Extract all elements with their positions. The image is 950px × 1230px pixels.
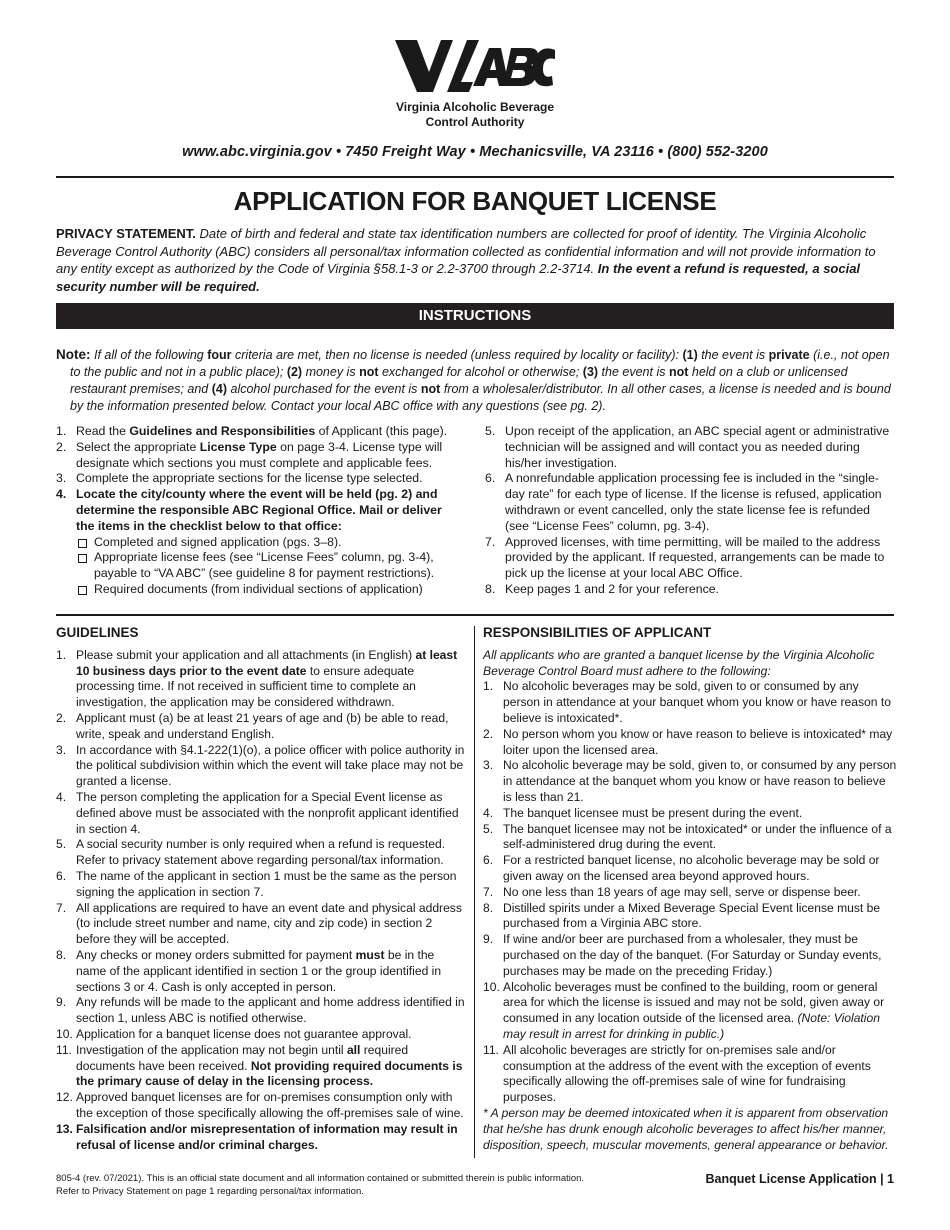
responsibility-item: 4. The banquet licensee must be present during the event. [483,805,803,820]
instructions-left [56,424,460,598]
note-paragraph: Note: If all of the following four criteria are met, then no license is needed (unless required by locality or facility): (1) the event is private (i.e., not open to the public and not in a public place); (2) money is not exchanged for alcohol or otherwise; (3) the event is not held on a club or unlicensed restaurant premises; and (4) alcohol purchased for the event is not from a wholesaler/distributor. In all other cases, a license is needed and is bound by the information presented below. Contact your local ABC office with any questions (see pg. 2). [56,347,891,413]
guideline-item: 3. In accordance with §4.1-222(1)(o), a police officer with police authority in the political subdivision within which the event will take place may not be granted a license. [56,742,465,789]
checkbox-icon[interactable] [78,554,87,563]
checkbox-icon[interactable] [78,539,87,548]
responsibility-item: 1. No alcoholic beverages may be sold, given to or consumed by any person in attendance at your banquet whom you know or have reason to believe is intoxicated*. [483,679,891,725]
responsibility-item: 3. No alcoholic beverage may be sold, given to, or consumed by any person in attendance at the banquet whom you know or have reason to believe is less than 21. [483,758,897,804]
instruction-item: 2. Select the appropriate License Type on page 3-4. License type will designate which sections you must complete and applicable fees. [56,439,443,470]
responsibility-item: 9. If wine and/or beer are purchased from a wholesaler, they must be purchased on the day of the banquet. (For Saturday or Sunday events, purchases may be made on the preceding Friday.) [483,932,882,978]
guideline-item: 4. The person completing the application for a Special Event license as defined above must be associated with the nonprofit applicant identified in section 4. [56,789,459,836]
instruction-item: 8. Keep pages 1 and 2 for your reference. [485,581,719,596]
checklist-item[interactable]: Appropriate license fees (see “License Fees” column, pg. 3-4), payable to “VA ABC” (see guideline 8 for payment restrictions). [76,550,460,582]
responsibility-item: 11. All alcoholic beverages are strictly for on-premises sale and/or consumption at the address of the event with the exception of events specifically allowing the off-premises sale of wine for fundraising purposes. [483,1042,871,1105]
guideline-item: 11. Investigation of the application may not begin until all required documents have been received. Not providing required documents is the primary cause of delay in the licensing process. [56,1042,463,1089]
instruction-item: 1. Read the Guidelines and Responsibilities of Applicant (this page). [56,424,448,438]
intoxication-footnote: * A person may be deemed intoxicated when it is apparent from observation that he/she has drunk enough alcoholic beverages to affect his/her manner, disposition, speech, muscular movements, general appearance or behavior. [483,1105,889,1152]
checklist-item[interactable]: Required documents (from individual sections of application) [76,582,460,598]
guideline-item: 1. Please submit your application and all attachments (in English) at least 10 business days prior to the event date to ensure adequate processing time. If not received in sufficient time to complete an investigation, the application may be considered withdrawn. [56,647,458,710]
org-name: Virginia Alcoholic Beverage Control Authority [395,100,555,129]
guideline-item: 6. The name of the applicant in section 1 must be the same as the person signing the application in section 7. [56,868,457,899]
checklist-item[interactable]: Completed and signed application (pgs. 3–8). [76,535,460,551]
responsibilities-intro: All applicants who are granted a banquet license by the Virginia Alcoholic Beverage Control Board must adhere to the following: [483,647,875,678]
header-divider [56,176,894,178]
contact-line: www.abc.virginia.gov • 7450 Freight Way • Mechanicsville, VA 23116 • (800) 552-3200 [182,144,768,160]
responsibility-item: 7. No one less than 18 years of age may sell, serve or dispense beer. [483,884,861,899]
responsibility-item: 10. Alcoholic beverages must be confined to the building, room or general area for which the license is issued and may not be sold, given away or consumed in any location outside of the licensed area. (Note: Violation may result in arrest for drinking in public.) [483,979,885,1041]
section-divider [56,614,894,616]
privacy-statement: PRIVACY STATEMENT. Date of birth and federal and state tax identification numbers are collected for proof of identity. The Virginia Alcoholic Beverage Control Authority (ABC) considers all personal/tax information collected as confidential information and will not provide information to any entity except as authorized by the Code of Virginia §58.1-3 or 2.2-3700 through 2.2-3714. In the event a refund is requested, a social security number will be required. [56,226,876,294]
guideline-item: 5. A social security number is only required when a refund is requested. Refer to privacy statement above regarding personal/tax information. [56,837,446,868]
instructions-banner: INSTRUCTIONS [56,303,894,329]
guideline-item: 2. Applicant must (a) be at least 21 years of age and (b) be able to read, write, speak and understand English. [56,710,449,741]
responsibility-item: 2. No person whom you know or have reason to believe is intoxicated* may loiter upon the licensed area. [483,726,893,757]
instruction-item: 7. Approved licenses, with time permitting, will be mailed to the address provided by the applicant. If requested, arrangements can be made to pick up the license at your local ABC Office. [485,534,885,581]
instruction-item: 5. Upon receipt of the application, an ABC special agent or administrative technician will be assigned and will contact you as needed during his/her investigation. [485,424,890,470]
guideline-item: 13. Falsification and/or misrepresentation of information may result in refusal of license and/or criminal charges. [56,1121,458,1152]
instruction-item: 6. A nonrefundable application processing fee is included in the “single-day rate” for each type of license. If the license is refused, application withdrawn or event cancelled, only the state license fee is refunded (see “License Fees” column, pg. 3-4). [485,471,882,533]
responsibility-item: 8. Distilled spirits under a Mixed Beverage Special Event license must be purchased from a Virginia ABC store. [483,900,881,931]
guideline-item: 9. Any refunds will be made to the applicant and home address identified in section 1, unless ABC is notified otherwise. [56,995,465,1026]
page-header [0,38,950,160]
guideline-item: 7. All applications are required to have an event date and physical address (to include street number and name, city and zip code) in section 2 before they will be accepted. [56,900,462,947]
va-abc-logo [395,38,555,94]
responsibilities-heading: RESPONSIBILITIES OF APPLICANT [483,625,712,640]
column-divider [474,626,475,1158]
guidelines-section [56,625,466,1153]
footer-legal: 805-4 (rev. 07/2021). This is an official state document and all information contained or submitted therein is public information. Refer to Privacy Statement on page 1 regarding personal/tax information. [56,1173,585,1197]
guideline-item: 8. Any checks or money orders submitted for payment must be in the name of the applicant identified in section 1 or the group identified in sections 3 or 4. Cash is only accepted in person. [56,947,442,994]
guideline-item: 12. Approved banquet licenses are for on-premises consumption only with the exception of those specifically allowing the off-premises sale of wine. [56,1090,464,1120]
checkbox-icon[interactable] [78,586,87,595]
instructions-right [485,424,897,598]
responsibilities-section [483,625,897,1153]
guideline-item: 10. Application for a banquet license does not guarantee approval. [56,1026,412,1041]
instruction-item: 3. Complete the appropriate sections for the license type selected. [56,471,423,486]
guidelines-heading: GUIDELINES [56,625,139,640]
responsibility-item: 5. The banquet licensee may not be intoxicated* or under the influence of a self-administered drug during the event. [483,821,892,852]
page-label: Banquet License Application | 1 [705,1172,894,1186]
instruction-item: 4. Locate the city/county where the event will be held (pg. 2) and determine the responsible ABC Regional Office. Mail or deliver the items in the checklist below to that office: [56,487,442,533]
page-title: APPLICATION FOR BANQUET LICENSE [233,186,717,216]
responsibility-item: 6. For a restricted banquet license, no alcoholic beverage may be sold or given away on the licensed area beyond approved hours. [483,853,880,883]
